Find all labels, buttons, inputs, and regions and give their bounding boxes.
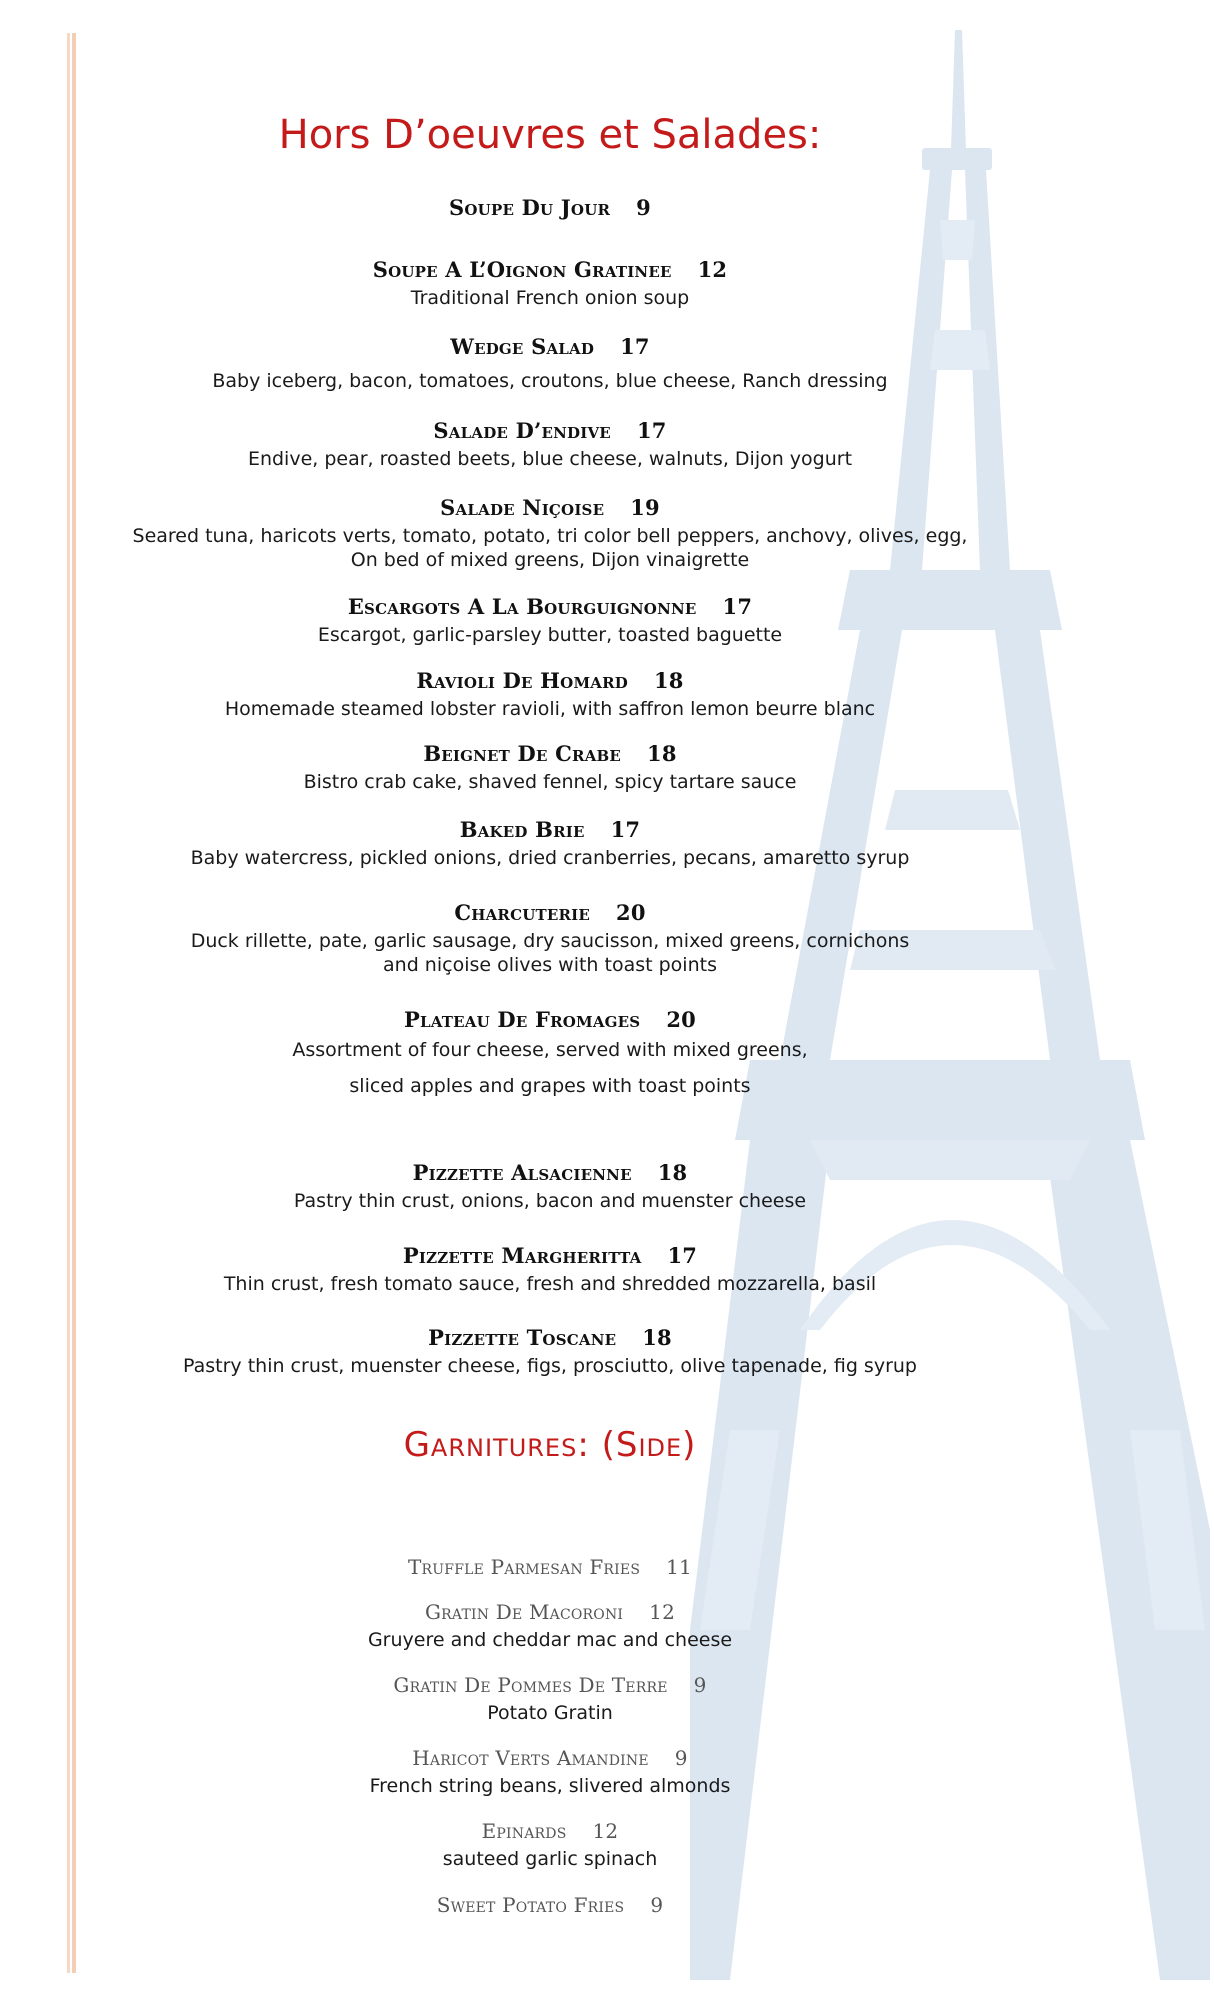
item-description: and niçoise olives with toast points [383, 954, 717, 976]
item-name: Truffle Parmesan Fries [408, 1555, 641, 1579]
menu-item [110, 741, 990, 794]
item-price: 18 [653, 668, 684, 693]
item-name: Epinards [481, 1819, 567, 1843]
item-name: Salade Niçoise [440, 495, 605, 520]
item-price: 17 [620, 334, 650, 359]
item-description: Assortment of four cheese, served with mixed greens, [292, 1039, 808, 1061]
item-name: Sweet Potato Fries [436, 1893, 625, 1917]
menu-item [110, 257, 990, 310]
item-description: Baby iceberg, bacon, tomatoes, croutons, blue cheese, Ranch dressing [212, 370, 888, 392]
item-name: Pizzette Toscane [428, 1325, 617, 1350]
item-price: 11 [666, 1555, 692, 1579]
item-description: Pastry thin crust, onions, bacon and muenster cheese [293, 1190, 807, 1212]
menu-item [110, 594, 990, 647]
side-item [110, 1673, 990, 1725]
item-description: Potato Gratin [487, 1702, 613, 1724]
item-description: On bed of mixed greens, Dijon vinaigrette [350, 549, 750, 571]
item-price: 9 [674, 1746, 688, 1770]
side-item [110, 1819, 990, 1871]
side-item [110, 1555, 990, 1579]
item-description: Gruyere and cheddar mac and cheese [367, 1629, 733, 1651]
item-description: Endive, pear, roasted beets, blue cheese, walnuts, Dijon yogurt [247, 448, 853, 470]
item-price: 9 [636, 195, 651, 220]
item-description: Seared tuna, haricots verts, tomato, potato, tri color bell peppers, anchovy, olives, egg, [132, 525, 968, 547]
item-name: Soupe Du Jour [449, 195, 611, 220]
item-name: Gratin De Macoroni [425, 1600, 624, 1624]
menu-item [110, 900, 990, 977]
item-description: sauteed garlic spinach [442, 1848, 658, 1870]
section-title-garnitures: Garnitures: (Side) [403, 1425, 697, 1465]
item-price: 20 [616, 900, 646, 925]
item-price: 18 [642, 1325, 672, 1350]
left-border-rule [67, 33, 76, 1973]
item-price: 12 [697, 257, 728, 282]
side-item [110, 1600, 990, 1652]
item-name: Wedge Salad [450, 334, 595, 359]
item-name: Plateau De Fromages [404, 1007, 641, 1032]
item-description: Escargot, garlic-parsley butter, toasted baguette [317, 624, 783, 646]
item-name: Beignet De Crabe [423, 741, 622, 766]
item-description: Traditional French onion soup [410, 287, 690, 309]
item-name: Baked Brie [459, 817, 585, 842]
item-description: French string beans, slivered almonds [369, 1775, 731, 1797]
item-price: 9 [693, 1673, 707, 1697]
item-name: Charcuterie [454, 900, 591, 925]
item-price: 12 [649, 1600, 675, 1624]
item-price: 12 [592, 1819, 619, 1843]
item-name: Salade D’endive [433, 418, 611, 443]
item-name: Gratin De Pommes De Terre [393, 1673, 668, 1697]
menu-item [110, 495, 990, 572]
item-name: Soupe A L’Oignon Gratinee [372, 257, 672, 282]
item-name: Ravioli De Homard [416, 668, 628, 693]
menu-item [110, 668, 990, 721]
side-item [110, 1893, 990, 1917]
menu-item [110, 334, 990, 393]
item-price: 18 [657, 1160, 688, 1185]
side-item [110, 1746, 990, 1798]
item-description: Thin crust, fresh tomato sauce, fresh and shredded mozzarella, basil [223, 1273, 877, 1295]
item-name: Pizzette Alsacienne [412, 1160, 632, 1185]
menu-item [110, 195, 990, 220]
item-description: Pastry thin crust, muenster cheese, figs, prosciutto, olive tapenade, fig syrup [183, 1355, 917, 1377]
item-price: 20 [666, 1007, 696, 1032]
item-price: 17 [722, 594, 753, 619]
item-description: sliced apples and grapes with toast points [349, 1075, 751, 1097]
item-price: 9 [650, 1893, 664, 1917]
menu-item [110, 1325, 990, 1378]
item-description: Duck rillette, pate, garlic sausage, dry saucisson, mixed greens, cornichons [190, 930, 910, 952]
item-price: 18 [647, 741, 677, 766]
menu-item [110, 1160, 990, 1213]
item-description: Baby watercress, pickled onions, dried cranberries, pecans, amaretto syrup [190, 847, 910, 869]
item-price: 17 [636, 418, 667, 443]
item-price: 19 [630, 495, 660, 520]
item-price: 17 [667, 1243, 698, 1268]
item-description: Bistro crab cake, shaved fennel, spicy tartare sauce [303, 771, 797, 793]
item-name: Escargots A La Bourguignonne [347, 594, 697, 619]
menu-item [110, 418, 990, 471]
section-title-hors-doeuvres: Hors D’oeuvres et Salades: [278, 112, 822, 158]
item-name: Haricot Verts Amandine [412, 1746, 649, 1770]
item-price: 17 [610, 817, 641, 842]
menu-item [110, 817, 990, 870]
menu-item [110, 1007, 990, 1098]
item-name: Pizzette Margheritta [402, 1243, 642, 1268]
menu-item [110, 1243, 990, 1296]
item-description: Homemade steamed lobster ravioli, with saffron lemon beurre blanc [224, 698, 876, 720]
